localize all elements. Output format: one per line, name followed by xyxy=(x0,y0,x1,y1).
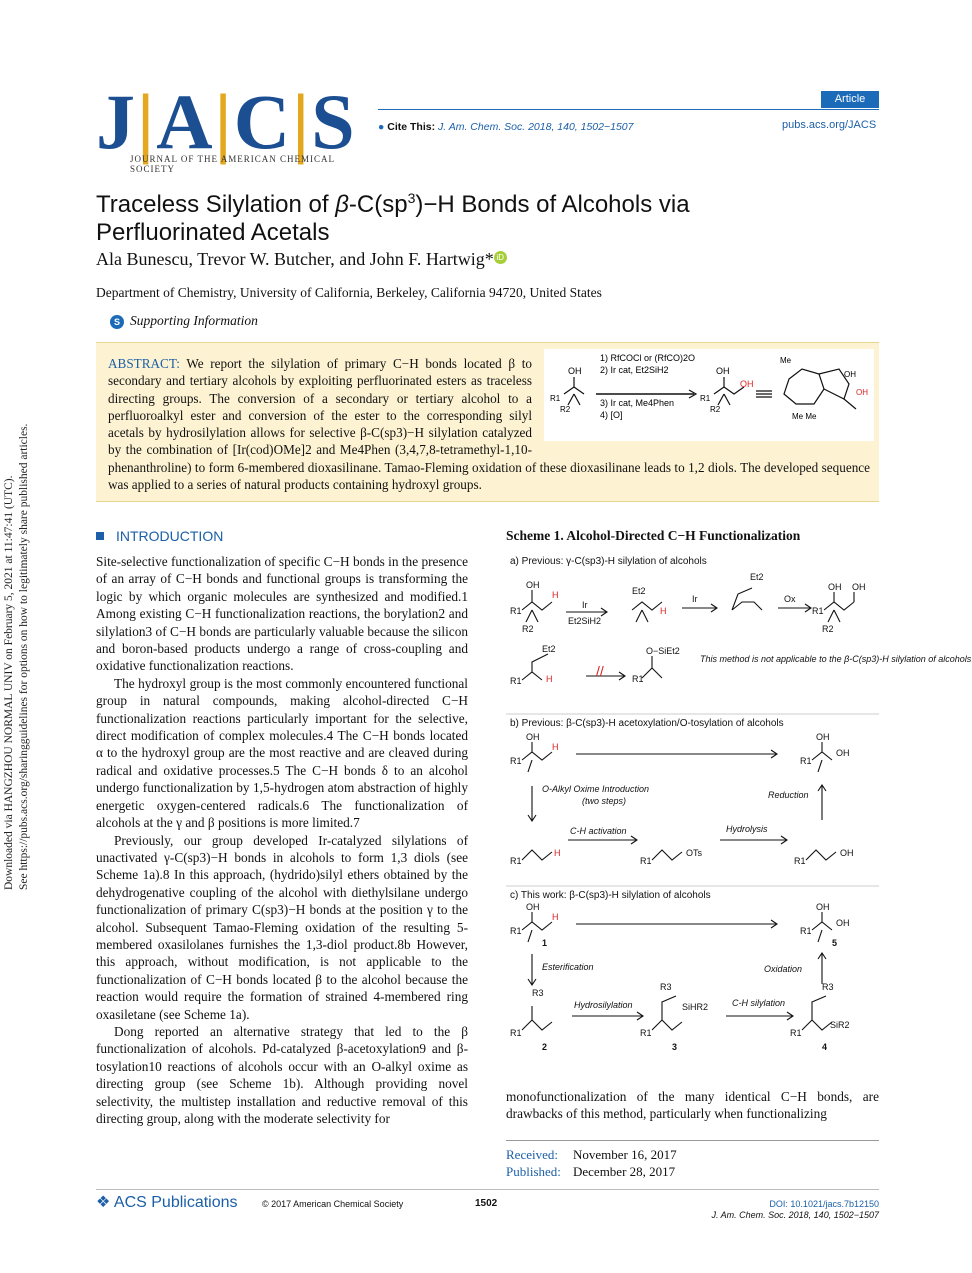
cite-label: Cite This: xyxy=(387,121,436,133)
a-oh-3: OH xyxy=(852,582,866,592)
scheme-a-label: a) Previous: γ-C(sp3)-H silylation of alcohols xyxy=(510,556,707,567)
journal-site-link[interactable]: pubs.acs.org/JACS xyxy=(782,119,877,131)
a-et2si: Et2 xyxy=(632,586,646,596)
author-list xyxy=(96,249,507,270)
a-ir-2: Ir xyxy=(692,594,698,604)
a-h-1: H xyxy=(552,590,559,600)
c-r1-4: R1 xyxy=(640,1028,652,1038)
title-part-a: Traceless Silylation of xyxy=(96,191,336,218)
a-osiet2: O−SiEt2 xyxy=(646,646,680,656)
introduction-body xyxy=(96,553,468,1127)
abstract-label: ABSTRACT: xyxy=(108,356,180,371)
published-date: December 28, 2017 xyxy=(573,1164,676,1179)
abstract-text: We report the silylation of primary C−H bonds located β to secondary and tertiary alcohols by exploiting perfluorinated esters as traceless directing groups. The conversion of a secondary or tertiary alcohol to a perfluoroalkyl ester and conversion of the ester to the corresponding silyl acetals by hydrosilylation allows for selective β-C(sp3)−H silylation catalyzed by the combination of [Ir(cod)OMe]2 and Me4Phen (3,4,7,8-tetramethyl-1,10-phenanthroline) to form 6-membered dioxasilinane. Tamao-Fleming oxidation of these dioxasilinane leads to 1,2 diols. The developed sequence was applied to a series of natural products containing hydroxyl groups. xyxy=(108,356,870,493)
a-r1-2: R1 xyxy=(812,606,824,616)
scheme-b-label: b) Previous: β-C(sp3)-H acetoxylation/O-tosylation of alcohols xyxy=(510,718,784,729)
footer-copyright: © 2017 American Chemical Society xyxy=(262,1199,404,1209)
toc-oh-2: OH xyxy=(716,366,730,376)
affiliation: Department of Chemistry, University of California, Berkeley, California 94720, United States xyxy=(96,285,602,300)
abstract-box xyxy=(96,342,879,502)
intro-paragraph-2: The hydroxyl group is the most commonly encountered functional group in natural compounds, making alcohol-directed C−H functionalization reactions particularly important for the selective, direct modification of complex molecules.4 The C−H bonds located α to the hydroxyl group are the most reactive and are cleaved during radical and oxidative processes.5 The C−H bonds δ to an alcohol undergo functionalization by 1,5-hydrogen atom abstraction of highly energetic oxygen-centered radicals.6 The functionalization of alcohols at the γ and β positions is more limited.7 xyxy=(96,675,468,831)
c-compound-3: 3 xyxy=(672,1042,678,1052)
acs-logo-icon: ❖ xyxy=(96,1194,111,1211)
c-r3-2: R3 xyxy=(660,982,672,992)
scheme-caption: Scheme 1. Alcohol-Directed C−H Functionalization xyxy=(506,528,801,543)
a-h-3: H xyxy=(546,674,553,684)
footer-doi-block xyxy=(698,1199,879,1221)
right-column-text: monofunctionalization of the many identical C−H bonds, are drawbacks of this method, particularly when functionalizing xyxy=(506,1089,879,1122)
cite-reference[interactable]: J. Am. Chem. Soc. 2018, 140, 1502−1507 xyxy=(438,121,634,133)
c-oh-1: OH xyxy=(526,902,540,912)
section-heading-introduction xyxy=(96,528,223,544)
b-oh-1: OH xyxy=(526,732,540,742)
c-esterification: Esterification xyxy=(542,962,594,972)
toc-oh-3: OH xyxy=(844,370,856,379)
toc-step-2: 2) Ir cat, Et2SiH2 xyxy=(600,365,669,375)
a-r1-4: R1 xyxy=(632,674,644,684)
c-r1-2: R1 xyxy=(800,926,812,936)
a-r1-1: R1 xyxy=(510,606,522,616)
a-oh-1: OH xyxy=(526,580,540,590)
a-ox: Ox xyxy=(784,594,796,604)
a-oh-2: OH xyxy=(828,582,842,592)
b-h-2: H xyxy=(554,848,561,858)
download-watermark xyxy=(2,370,32,890)
c-oh-3: OH xyxy=(836,918,850,928)
toc-me-2: Me Me xyxy=(792,412,817,421)
page-number: 1502 xyxy=(475,1198,498,1209)
title-part-c: )−H Bonds of Alcohols via xyxy=(415,191,690,218)
intro-paragraph-1: Site-selective functionalization of specific C−H bonds in the presence of an array of C−H bonds and functional groups is transforming the logic by which organic molecules are synthesized and modified.1 Among existing C−H functionalization reactions, the borylation2 and silylation3 of C−H bonds are particularly valuable because the silicon and boron-based products undergo a range of cross-coupling and oxidative functionalization reactions. xyxy=(96,554,468,674)
toc-step-1: 1) RfCOCl or (RfCO)2O xyxy=(600,353,696,363)
c-sir2: SiR2 xyxy=(830,1020,850,1030)
toc-r1: R1 xyxy=(550,394,561,403)
a-r2-1: R2 xyxy=(522,624,534,634)
toc-graphic xyxy=(544,349,874,441)
b-oh-2: OH xyxy=(816,732,830,742)
a-note: This method is not applicable to the β-C(sp3)-H silylation of alcohols xyxy=(700,654,972,664)
toc-svg xyxy=(544,349,874,441)
b-h-1: H xyxy=(552,742,559,752)
toc-step-4: 4) [O] xyxy=(600,410,623,420)
c-ch-silylation: C-H silylation xyxy=(732,998,786,1008)
footer-rule xyxy=(96,1189,879,1190)
b-oh-3: OH xyxy=(836,748,850,758)
logo-letters: J|A|C|S xyxy=(96,78,357,165)
b-two-steps: (two steps) xyxy=(582,796,627,806)
published-row xyxy=(506,1163,677,1180)
intro-paragraph-4: Dong reported an alternative strategy that led to the β functionalization of alcohols. Pd-catalyzed β-acetoxylation9 and β-tosylation10 reactions of alcohols occur with an O-alkyl oxime as directing group (see Scheme 1b). Although providing novel selectivity, the multistep installation and reductive removal of this directing group, along with the moderate selectivity for xyxy=(96,1023,468,1126)
b-r1-1: R1 xyxy=(510,756,522,766)
b-r1-3: R1 xyxy=(510,856,522,866)
received-date: November 16, 2017 xyxy=(573,1147,677,1162)
a-et2-b: Et2 xyxy=(542,644,556,654)
toc-me: Me xyxy=(780,356,792,365)
section-square-icon xyxy=(96,532,104,540)
scheme-c-label: c) This work: β-C(sp3)-H silylation of alcohols xyxy=(510,890,711,901)
title-sup: 3 xyxy=(407,190,416,206)
c-oh-2: OH xyxy=(816,902,830,912)
c-hydrosilylation: Hydrosilylation xyxy=(574,1000,633,1010)
b-r1-5: R1 xyxy=(794,856,806,866)
b-ots: OTs xyxy=(686,848,703,858)
doi-link[interactable]: DOI: 10.1021/jacs.7b12150 xyxy=(769,1199,879,1209)
c-r1-1: R1 xyxy=(510,926,522,936)
a-ir-1: Ir xyxy=(582,600,588,610)
toc-r1-b: R1 xyxy=(700,394,711,403)
b-reduction: Reduction xyxy=(768,790,809,800)
b-oxime-intro: O-Alkyl Oxime Introduction xyxy=(542,784,650,794)
logo-subtitle: JOURNAL OF THE AMERICAN CHEMICAL SOCIETY xyxy=(130,154,335,174)
cite-icon: ● xyxy=(378,121,385,133)
dates-rule xyxy=(506,1140,879,1141)
c-r3-3: R3 xyxy=(822,982,834,992)
c-compound-4: 4 xyxy=(822,1042,828,1052)
footer-reference: J. Am. Chem. Soc. 2018, 140, 1502−1507 xyxy=(711,1210,879,1220)
toc-oh-1: OH xyxy=(568,366,582,376)
title-part-d: Perfluorinated Acetals xyxy=(96,219,330,246)
c-r1-5: R1 xyxy=(790,1028,802,1038)
c-r1-3: R1 xyxy=(510,1028,522,1038)
section-heading-text: INTRODUCTION xyxy=(116,528,224,544)
b-ch-activation: C-H activation xyxy=(570,826,627,836)
c-compound-2: 2 xyxy=(542,1042,548,1052)
supporting-info-link[interactable] xyxy=(110,313,258,329)
c-compound-5: 5 xyxy=(832,938,838,948)
acs-publications-logo[interactable] xyxy=(96,1192,238,1212)
b-r1-2: R1 xyxy=(800,756,812,766)
publication-dates xyxy=(506,1146,677,1180)
c-h-1: H xyxy=(552,912,559,922)
title-beta: β xyxy=(335,191,349,218)
published-label: Published: xyxy=(506,1164,561,1179)
watermark-line-2: See https://pubs.acs.org/sharingguidelines for options on how to legitimately share published articles. xyxy=(18,423,30,890)
b-hydrolysis: Hydrolysis xyxy=(726,824,768,834)
b-r1-4: R1 xyxy=(640,856,652,866)
intro-paragraph-3: Previously, our group developed Ir-catalyzed silylations of unactivated γ-C(sp3)−H bonds in alcohols to form 1,3 diols (see Scheme 1a).8 In this approach, (hydrido)silyl ethers obtained by the dehydrogenative coupling of the alcohol with diethylsilane undergo functionalization of primary C(sp3)−H bonds at the position γ to the alcohol. Subsequent Tamao-Fleming oxidation of the resulting 5-membered oxasilolanes furnishes the 1,3-diol product.8b However, this approach, without modification, is not applicable to the functionalization of C−H bonds located β to the alcohol because the reaction would require the formation of strained 4-membered ring oxasiletane (see Scheme 1a). xyxy=(96,832,468,1022)
c-r3-1: R3 xyxy=(532,988,544,998)
article-type-badge: Article xyxy=(821,91,879,108)
a-h-2: H xyxy=(660,606,667,616)
toc-oh-4: OH xyxy=(856,388,868,397)
a-r1-3: R1 xyxy=(510,676,522,686)
scheme-1-figure xyxy=(506,550,972,1060)
c-oxidation: Oxidation xyxy=(764,964,803,974)
header-rule xyxy=(378,109,879,110)
title-part-b: -C(sp xyxy=(348,191,408,218)
a-cross-mark: // xyxy=(596,663,604,679)
a-et2sih2: Et2SiH2 xyxy=(568,616,602,626)
toc-r2-b: R2 xyxy=(710,405,721,414)
toc-oh-red: OH xyxy=(740,379,754,389)
received-label: Received: xyxy=(506,1147,558,1162)
c-sihr2: SiHR2 xyxy=(682,1002,709,1012)
c-compound-1: 1 xyxy=(542,938,548,948)
supporting-info-label: Supporting Information xyxy=(130,313,258,328)
a-et2-ring: Et2 xyxy=(750,572,764,582)
authors-text: Ala Bunescu, Trevor W. Butcher, and John F. Hartwig* xyxy=(96,249,494,269)
orcid-icon[interactable]: iD xyxy=(494,251,507,264)
toc-r2: R2 xyxy=(560,405,571,414)
supporting-info-icon: S xyxy=(110,315,124,329)
b-oh-4: OH xyxy=(840,848,854,858)
cite-this[interactable] xyxy=(378,121,633,133)
scheme-svg xyxy=(506,550,972,1060)
abstract-body xyxy=(108,355,870,493)
watermark-line-1: Downloaded via HANGZHOU NORMAL UNIV on February 5, 2021 at 11:47:41 (UTC). xyxy=(3,475,15,890)
toc-step-3: 3) Ir cat, Me4Phen xyxy=(600,398,675,408)
a-r2-2: R2 xyxy=(822,624,834,634)
jacs-logo xyxy=(96,78,376,174)
acs-publications-label: ACS Publications xyxy=(113,1194,238,1211)
article-title xyxy=(96,184,876,247)
received-row xyxy=(506,1146,677,1163)
